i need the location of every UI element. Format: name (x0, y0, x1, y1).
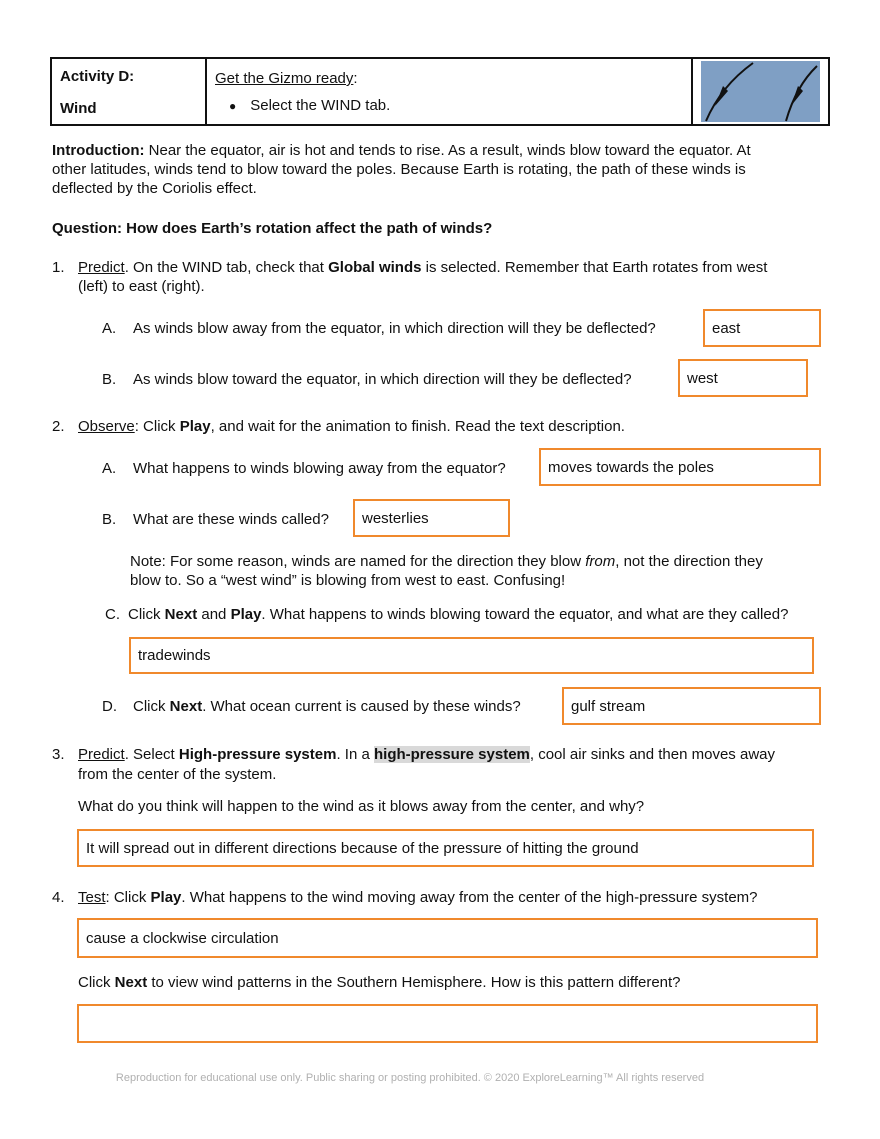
q1-prompt (78, 258, 767, 277)
setup-colon: : (353, 70, 358, 87)
note-emphasis: from (585, 553, 616, 570)
q4-prompt (78, 888, 758, 907)
q2c-letter: C. (105, 606, 120, 623)
q4-t2: . What happens to the wind moving away from the center of the high-pressure system? (181, 889, 758, 906)
setup-title: Get the Gizmo ready (215, 70, 354, 87)
q2a-text: What happens to winds blowing away from the equator? (133, 460, 506, 477)
q1a-text: As winds blow away from the equator, in which direction will they be deflected? (133, 320, 656, 337)
wind-arrows-image (701, 61, 820, 122)
q1-number: 1. (52, 259, 65, 276)
intro-label: Introduction: (52, 142, 145, 159)
q4-p2-bold: Next (114, 974, 148, 991)
q1a-letter: A. (102, 320, 117, 337)
q2d-letter: D. (102, 698, 117, 715)
q2-text: : Click (134, 418, 180, 435)
activity-name: Wind (60, 100, 97, 117)
q1b-text: As winds blow toward the equator, in which direction will they be deflected? (133, 371, 632, 388)
intro-line-3: deflected by the Coriolis effect. (52, 180, 257, 197)
q1-text: . On the WIND tab, check that (124, 259, 329, 276)
q2b-answer-field[interactable]: westerlies (353, 499, 510, 537)
activity-header-table (50, 57, 830, 126)
setup-cell (206, 58, 692, 125)
q3-t1: . Select (124, 746, 179, 763)
q3-label: Predict (78, 746, 125, 763)
q3-answer-field[interactable]: It will spread out in different directions because of the pressure of hitting the ground (77, 829, 814, 867)
intro-line-1 (52, 141, 751, 160)
q4-number: 4. (52, 889, 65, 906)
q1a-answer-field[interactable]: east (703, 309, 821, 347)
q2c-t2: and (197, 606, 231, 623)
bullet-icon: ● (229, 99, 237, 113)
setup-step: Select the WIND tab. (250, 97, 391, 114)
intro-line-2: other latitudes, winds tend to blow toward the poles. Because Earth is rotating, the path of these winds is (52, 161, 746, 178)
footer-copyright: Reproduction for educational use only. Public sharing or posting prohibited. © 2020 ExploreLearning™ All rights reserved (115, 1072, 705, 1084)
q1b-letter: B. (102, 371, 117, 388)
q2d-text (133, 697, 521, 716)
note-text-2: , not the direction they (615, 553, 763, 570)
q2d-answer-field[interactable]: gulf stream (562, 687, 821, 725)
q3-number: 3. (52, 746, 65, 763)
q1-bold: Global winds (328, 259, 422, 276)
q1b-answer-field[interactable]: west (678, 359, 808, 397)
q3-highlight: high-pressure system (373, 746, 530, 763)
q2-note-line-2: blow to. So a “west wind” is blowing from west to east. Confusing! (130, 572, 566, 589)
q2-note-line-1 (130, 552, 763, 571)
q3-question: What do you think will happen to the wind as it blows away from the center, and why? (78, 798, 645, 815)
q2c-t3: . What happens to winds blowing toward the equator, and what are they called? (261, 606, 789, 623)
q2c-answer-field[interactable]: tradewinds (129, 637, 814, 674)
q3-prompt (78, 745, 775, 764)
q2d-b1: Next (169, 698, 203, 715)
q2b-letter: B. (102, 511, 117, 528)
q4-p2-t2: to view wind patterns in the Southern Hemisphere. How is this pattern different? (147, 974, 681, 991)
q4-p2-t1: Click (78, 974, 115, 991)
q2c-text (128, 605, 788, 624)
q1-text-2: is selected. Remember that Earth rotates from west (421, 259, 768, 276)
q1-line-2: (left) to east (right). (78, 278, 205, 295)
q2a-letter: A. (102, 460, 117, 477)
activity-label: Activity D: (60, 68, 135, 85)
q4-answer-field[interactable]: cause a clockwise circulation (77, 918, 818, 958)
q4-label: Test (78, 889, 106, 906)
q2c-t1: Click (128, 606, 165, 623)
q3-t3: , cool air sinks and then moves away (529, 746, 775, 763)
q1-label: Predict (78, 259, 125, 276)
question-heading: Question: How does Earth’s rotation affect the path of winds? (52, 220, 493, 237)
q2d-t2: . What ocean current is caused by these winds? (202, 698, 521, 715)
q2c-b1: Next (164, 606, 198, 623)
q3-line-2: from the center of the system. (78, 766, 277, 783)
q2b-text: What are these winds called? (133, 511, 329, 528)
q2-number: 2. (52, 418, 65, 435)
q2-bold: Play (179, 418, 211, 435)
intro-text: Near the equator, air is hot and tends to rise. As a result, winds blow toward the equator. At (148, 142, 751, 159)
q3-bold: High-pressure system (178, 746, 337, 763)
q2-prompt (78, 417, 625, 436)
note-text: Note: For some reason, winds are named for the direction they blow (130, 553, 586, 570)
q3-t2: . In a (336, 746, 374, 763)
q4-answer-field-2[interactable] (77, 1004, 818, 1043)
q2a-answer-field[interactable]: moves towards the poles (539, 448, 821, 486)
q4-t1: : Click (105, 889, 151, 906)
q4-bold: Play (150, 889, 182, 906)
q2-text-2: , and wait for the animation to finish. Read the text description. (210, 418, 625, 435)
activity-cell (51, 58, 206, 125)
q2d-t1: Click (133, 698, 170, 715)
image-cell (692, 58, 829, 125)
q2c-b2: Play (230, 606, 262, 623)
q2-label: Observe (78, 418, 135, 435)
q4-prompt-2 (78, 973, 681, 992)
